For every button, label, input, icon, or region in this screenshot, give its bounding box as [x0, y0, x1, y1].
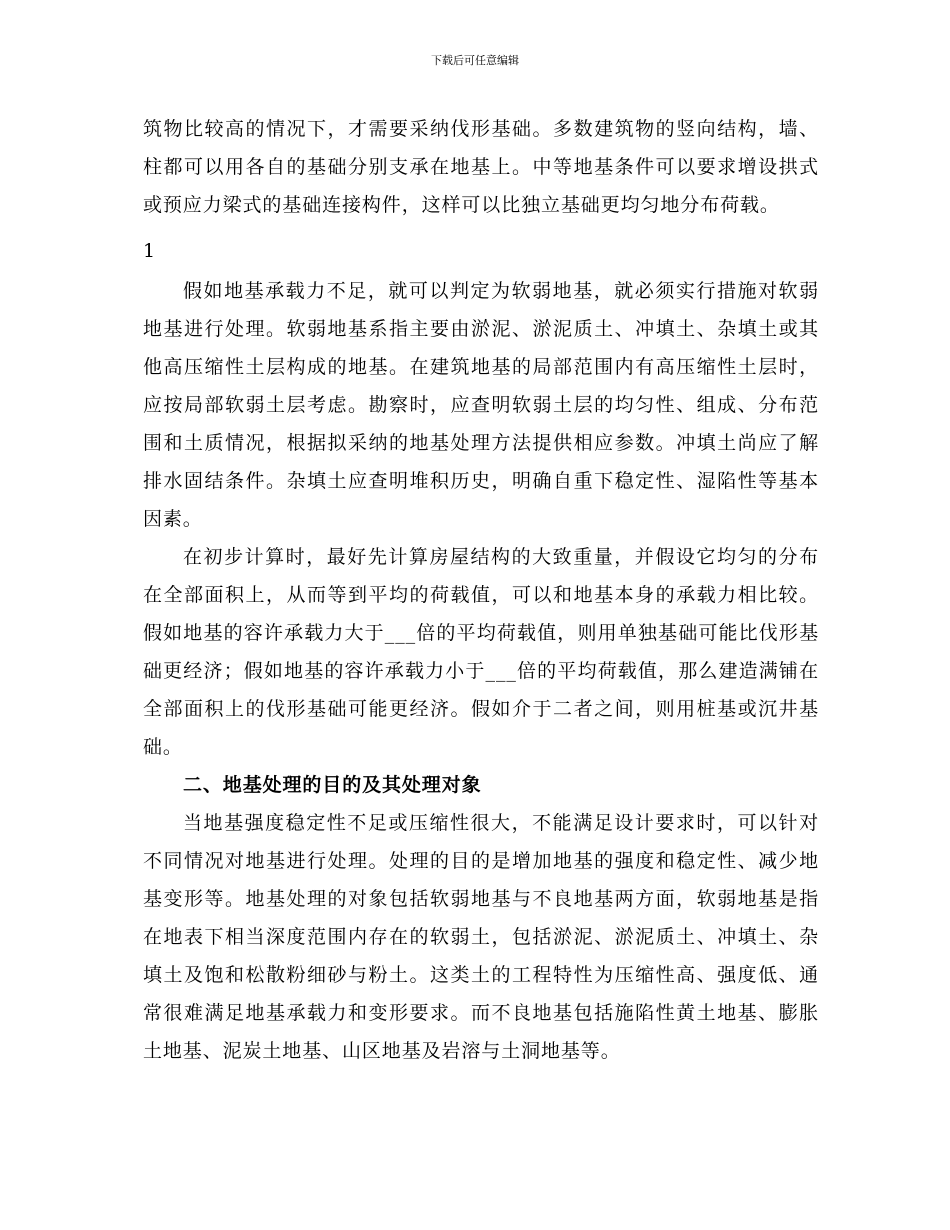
paragraph-4: 当地基强度稳定性不足或压缩性很大，不能满足设计要求时，可以针对不同情况对地基进行处理。处理的目的是增加地基的强度和稳定性、减少地基变形等。地基处理的对象包括软弱地基与不良地基两方面，软弱地基是指在地表下相当深度范围内存在的软弱土，包括淤泥、淤泥质土、冲填土、杂填土及饱和松散粉细砂与粉土。这类土的工程特性为压缩性高、强度低、通常很难满足地基承载力和变形要求。而不良地基包括施陷性黄土地基、膨胀土地基、泥炭土地基、山区地基及岩溶与土洞地基等。 [143, 812, 819, 1062]
section-number: 1 [143, 240, 156, 262]
section-heading: 二、地基处理的目的及其处理对象 [183, 774, 482, 796]
document-body [143, 110, 819, 1070]
paragraph-3: 在初步计算时，最好先计算房屋结构的大致重量，并假设它均匀的分布在全部面积上，从而等到平均的荷载值，可以和地基本身的承载力相比较。假如地基的容许承载力大于___倍的平均荷载值，则用单独基础可能比伐形基础更经济；假如地基的容许承载力小于___倍的平均荷载值，那么建造满铺在全部面积上的伐形基础可能更经济。假如介于二者之间，则用桩基或沉井基础。 [143, 546, 819, 758]
paragraph-2: 假如地基承载力不足，就可以判定为软弱地基，就必须实行措施对软弱地基进行处理。软弱地基系指主要由淤泥、淤泥质土、冲填土、杂填土或其他高压缩性土层构成的地基。在建筑地基的局部范围内有高压缩性土层时，应按局部软弱土层考虑。勘察时，应查明软弱土层的均匀性、组成、分布范围和土质情况，根据拟采纳的地基处理方法提供相应参数。冲填土尚应了解排水固结条件。杂填土应查明堆积历史，明确自重下稳定性、湿陷性等基本因素。 [143, 280, 819, 530]
page-header: 下载后可任意编辑 [431, 54, 519, 67]
paragraph-1: 筑物比较高的情况下，才需要采纳伐形基础。多数建筑物的竖向结构，墙、柱都可以用各自的基础分别支承在地基上。中等地基条件可以要求增设拱式或预应力梁式的基础连接构件，这样可以比独立基础更均匀地分布荷载。 [143, 118, 819, 216]
